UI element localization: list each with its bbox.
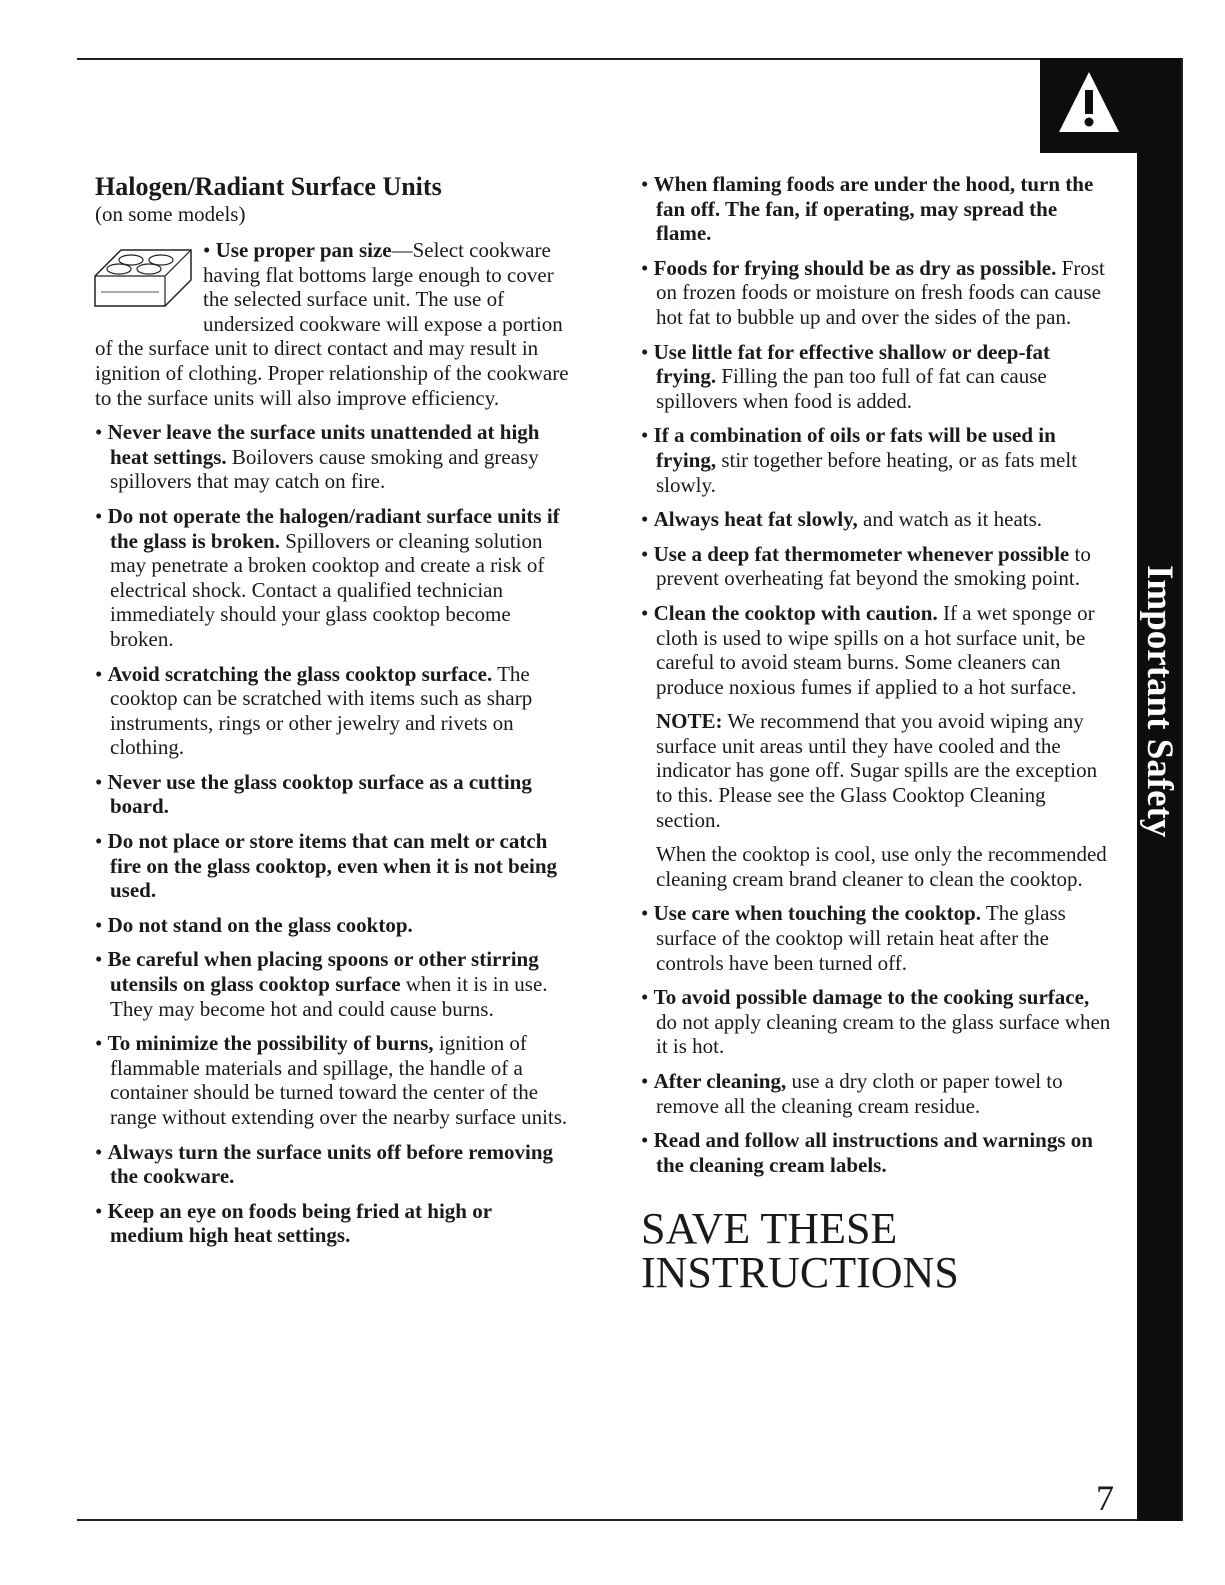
item-heading: Do not operate the halogen/radiant surface units if the glass is broken.	[107, 503, 560, 553]
item-heading: Use proper pan size	[215, 238, 392, 262]
item-heading: Never leave the surface units unattended at high heat settings.	[107, 420, 540, 469]
list-item: • Clean the cooktop with caution. If a wet sponge or cloth is used to wipe spills on a hot surface unit, be careful to avoid steam burns. Some cleaners can produce noxious fumes if applied to a hot surface.	[641, 600, 1095, 699]
list-item: • When flaming foods are under the hood, turn the fan off. The fan, if operating, may spread the flame.	[641, 172, 1094, 246]
list-item: • Never leave the surface units unattended at high heat settings. Boilovers cause smoking and greasy spillovers that may catch on fire.	[95, 420, 540, 494]
list-item: • To avoid possible damage to the cooking surface, do not apply cleaning cream to the glass surface when it is hot.	[641, 985, 1111, 1059]
item-heading: Read and follow all instructions and warnings on the cleaning cream labels.	[653, 1128, 1093, 1177]
list-item: • To minimize the possibility of burns, ignition of flammable materials and spillage, the handle of a container should be turned toward the center of the range without extending over the nearby surface units.	[95, 1031, 568, 1129]
list-item: • Be careful when placing spoons or other stirring utensils on glass cooktop surface when it is in use. They may become hot and could cause burns.	[95, 947, 548, 1021]
list-item: • Keep an eye on foods being fried at high or medium high heat settings.	[95, 1198, 492, 1248]
warning-box	[1040, 58, 1137, 153]
note-text: We recommend that you avoid wiping any surface unit areas until they have cooled and the indicator has gone off. Sugar spills are the exception to this. Please see the Glass Cooktop Cleaning section.	[656, 709, 1098, 832]
item-heading: To avoid possible damage to the cooking surface,	[653, 985, 1090, 1010]
side-title: Important Safety Instructions	[1099, 565, 1180, 838]
cooktop-illustration-icon	[91, 236, 195, 314]
list-item: • Do not place or store items that can melt or catch fire on the glass cooktop, even when it is not being used.	[95, 829, 558, 903]
list-item: • Do not operate the halogen/radiant surface units if the glass is broken. Spillovers or cleaning solution may penetrate a broken cooktop and create a risk of electrical shock. Contact a qualified technician immediately should your glass cooktop become broken.	[95, 503, 560, 651]
item-text: If a wet sponge or cloth is used to wipe spills on a hot surface unit, be careful to avoid steam burns. Some cleaners can produce noxious fumes if applied to a hot surface.	[656, 600, 1095, 699]
list-item: • Foods for frying should be as dry as possible. Frost on frozen foods or moisture on fresh foods can cause hot fat to bubble up and over the sides of the pan.	[641, 255, 1105, 329]
list-item: • Use little fat for effective shallow or deep-fat frying. Filling the pan too full of fat can cause spillovers when food is added.	[641, 339, 1050, 413]
note-paragraph	[656, 709, 1111, 832]
section-title: Halogen/Radiant Surface Units	[95, 172, 442, 201]
list-item: • After cleaning, use a dry cloth or paper towel to remove all the cleaning cream residue.	[641, 1069, 1063, 1118]
item-heading: To minimize the possibility of burns,	[107, 1031, 434, 1056]
item-text: Frost on frozen foods or moisture on fresh foods can cause hot fat to bubble up and over the sides of the pan.	[656, 255, 1105, 329]
item-text: Filling the pan too full of fat can cause spillovers when food is added.	[656, 364, 1047, 413]
top-rule	[77, 58, 1183, 60]
list-item: • Read and follow all instructions and warnings on the cleaning cream labels.	[641, 1128, 1093, 1177]
list-item: • Use care when touching the cooktop. The glass surface of the cooktop will retain heat after the controls have been turned off.	[641, 901, 1066, 975]
item-text: The cooktop can be scratched with items such as sharp instruments, rings or other jewelry and rivets on clothing.	[110, 661, 533, 760]
save-line-2: INSTRUCTIONS	[641, 1248, 959, 1298]
item-heading: Avoid scratching the glass cooktop surface.	[107, 661, 493, 686]
item-heading: Do not place or store items that can melt or catch fire on the glass cooktop, even when it is not being used.	[107, 829, 558, 903]
list-item: • If a combination of oils or fats will be used in frying, stir together before heating, or as fats melt slowly.	[641, 423, 1078, 497]
warning-triangle-icon	[1056, 68, 1122, 138]
page-number: 7	[1096, 1478, 1114, 1518]
list-item: • Never use the glass cooktop surface as a cutting board.	[95, 769, 532, 819]
item-text: do not apply cleaning cream to the glass surface when it is hot.	[656, 1009, 1111, 1059]
list-item: • Use a deep fat thermometer whenever possible to prevent overheating fat beyond the smoking point.	[641, 541, 1091, 591]
item-heading: Use a deep fat thermometer whenever possible	[653, 541, 1070, 566]
item-text: use a dry cloth or paper towel to remove all the cleaning cream residue.	[656, 1069, 1063, 1118]
left-column	[95, 172, 570, 1258]
list-item: • Avoid scratching the glass cooktop surface. The cooktop can be scratched with items such as sharp instruments, rings or other jewelry and rivets on clothing.	[95, 661, 533, 760]
item-heading: Do not stand on the glass cooktop.	[107, 912, 413, 937]
item-text: Boilovers cause smoking and greasy spillovers that may catch on fire.	[110, 444, 539, 494]
item-heading: Keep an eye on foods being fried at high or medium high heat settings.	[107, 1198, 492, 1248]
item-heading: Always heat fat slowly,	[653, 507, 858, 532]
save-line-1: SAVE THESE	[641, 1204, 898, 1254]
item-text: stir together before heating, or as fats melt slowly.	[656, 447, 1078, 497]
section-subtitle: (on some models)	[95, 202, 246, 226]
right-column	[641, 172, 1111, 1298]
cool-paragraph: When the cooktop is cool, use only the recommended cleaning cream brand cleaner to clean the cooktop.	[656, 842, 1107, 891]
item-heading: Use little fat for effective shallow or deep-fat frying.	[653, 339, 1050, 389]
item-heading: After cleaning,	[653, 1069, 787, 1093]
item-text: Spillovers or cleaning solution may penetrate a broken cooktop and create a risk of electrical shock. Contact a qualified technician immediately should your glass cooktop become broken.	[110, 528, 545, 651]
item-text: and watch as it heats.	[857, 507, 1043, 532]
item-text: when it is in use. They may become hot and could cause burns.	[110, 972, 548, 1021]
item-heading: Never use the glass cooktop surface as a cutting board.	[107, 769, 532, 819]
note-label: NOTE:	[656, 709, 723, 734]
list-item: • Do not stand on the glass cooktop.	[95, 912, 413, 937]
item-heading: Use care when touching the cooktop.	[653, 901, 982, 926]
item-heading: When flaming foods are under the hood, turn the fan off. The fan, if operating, may spread the flame.	[653, 172, 1094, 246]
item-text: ignition of flammable materials and spillage, the handle of a container should be turned toward the center of the range without extending over the nearby surface units.	[110, 1031, 568, 1129]
bottom-rule	[77, 1519, 1183, 1521]
save-instructions-heading	[641, 1204, 1111, 1298]
item-text: The glass surface of the cooktop will retain heat after the controls have been turned off.	[656, 901, 1066, 975]
list-item: • Always heat fat slowly, and watch as it heats.	[641, 507, 1043, 532]
item-heading: Clean the cooktop with caution.	[653, 600, 938, 625]
list-item: • Always turn the surface units off before removing the cookware.	[95, 1139, 554, 1189]
item-heading: Foods for frying should be as dry as possible.	[653, 255, 1057, 280]
item-text: —Select cookware having flat bottoms large enough to cover the selected surface unit. The use of undersized cookware will expose a portion of the surface unit to direct contact and may result in ignition of clothing. Proper relationship of the cookware to the surface units will also improve efficiency.	[95, 238, 569, 410]
pan-size-item: • Use proper pan size—Select cookware having flat bottoms large enough to cover the selected surface unit. The use of undersized cookware will expose a portion of the surface unit to direct contact and may result in ignition of clothing. Proper relationship of the cookware to the surface units will also improve efficiency.	[95, 238, 570, 410]
item-heading: If a combination of oils or fats will be used in frying,	[653, 423, 1056, 472]
item-heading: Be careful when placing spoons or other stirring utensils on glass cooktop surface	[107, 947, 539, 997]
right-rule	[1181, 58, 1183, 1521]
item-heading: Always turn the surface units off before removing the cookware.	[107, 1139, 554, 1189]
item-text: to prevent overheating fat beyond the smoking point.	[656, 541, 1091, 591]
